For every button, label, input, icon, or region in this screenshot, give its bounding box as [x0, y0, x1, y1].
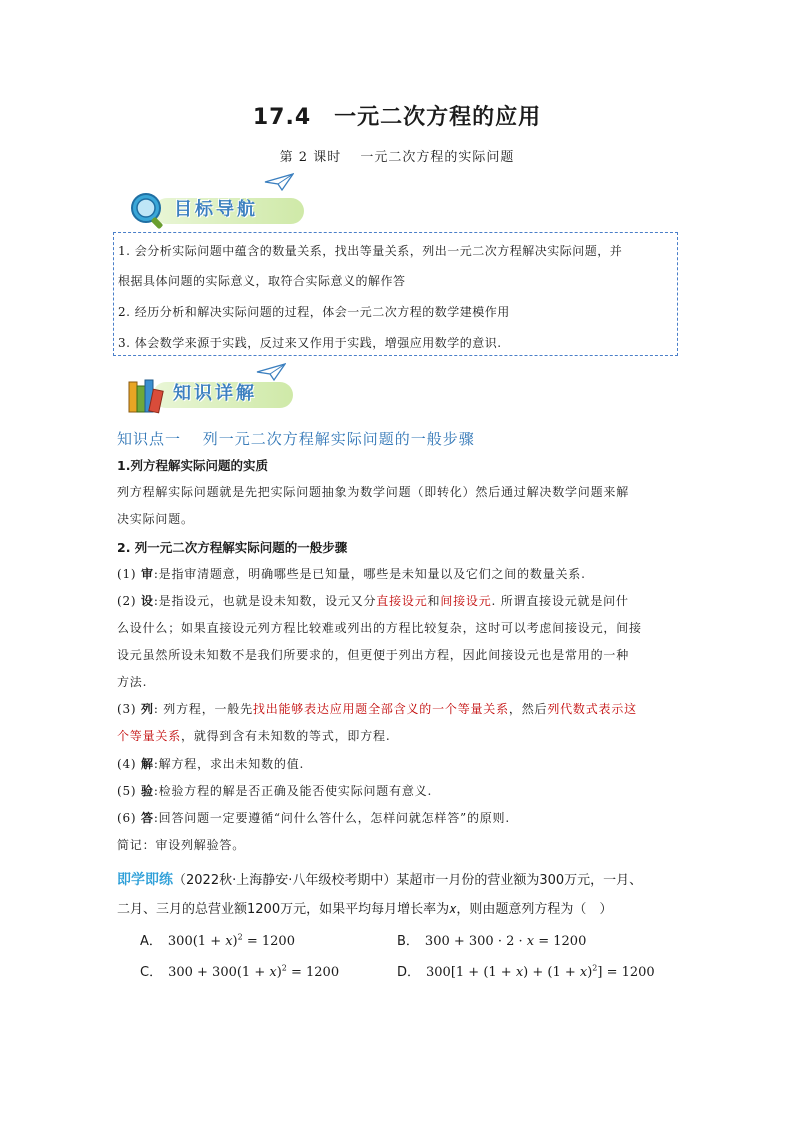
goal-line-3: 2. 经历分析和解决实际问题的过程，体会一元二次方程的数学建模作用 — [118, 305, 510, 319]
paragraph-line: 么设什么；如果直接设元列方程比较难或列出的方程比较复杂，这时可以考虑间接设元，间接 — [117, 621, 642, 635]
goal-line-2: 根据具体问题的实际意义，取符合实际意义的解作答 — [118, 274, 406, 288]
step-1 — [117, 565, 586, 582]
step-4 — [117, 755, 304, 772]
option-d[interactable] — [397, 961, 655, 980]
option-text: 300 + 300 · 2 · 𝑥 = 1200 — [424, 934, 587, 949]
step-text: :是指设元，也就是设未知数，设元又分 — [153, 594, 377, 608]
step-5 — [117, 782, 432, 799]
step-number: (5) — [117, 784, 137, 798]
magnifier-icon — [130, 192, 166, 230]
step-keyword: 审 — [141, 567, 154, 581]
practice-question — [117, 869, 642, 889]
option-text: 300 + 300(1 + 𝑥) — [168, 965, 282, 980]
subheading-2: 2. 列一元二次方程解实际问题的一般步骤 — [117, 540, 348, 555]
subheading-1: 1.列方程解实际问题的实质 — [117, 458, 268, 473]
step-text: ，然后 — [508, 702, 548, 716]
step-keyword: 解 — [141, 757, 154, 771]
goal-line-1: 1. 会分析实际问题中蕴含的数量关系，找出等量关系，列出一元二次方程解决实际问题，并 — [118, 244, 623, 258]
paragraph-line — [117, 727, 390, 744]
practice-tag: 即学即练 — [117, 872, 173, 888]
exponent: 2 — [237, 932, 243, 942]
option-text: 300(1 + 𝑥) — [167, 934, 238, 949]
step-text: : 列方程，一般先 — [153, 702, 253, 716]
step-number: (2) — [117, 594, 137, 608]
option-text: = 1200 — [242, 934, 295, 949]
goals-banner-text: 目标导航 — [174, 199, 258, 220]
option-text: 300[1 + (1 + 𝑥) + (1 + 𝑥) — [426, 965, 593, 980]
step-text: 和 — [427, 594, 441, 608]
step-number: (3) — [117, 702, 137, 716]
knowledge-banner — [125, 376, 325, 416]
goal-line-4: 3. 体会数学来源于实践，反过来又作用于实践，增强应用数学的意识. — [118, 336, 502, 350]
step-keyword: 验 — [141, 784, 154, 798]
option-b[interactable] — [397, 930, 586, 949]
question-text-line-2: 二月、三月的总营业额1200万元，如果平均每月增长率为𝑥，则由题意列方程为（ ） — [117, 902, 613, 917]
paragraph-line: 决实际问题。 — [117, 512, 194, 526]
step-text: :回答问题一定要遵循“问什么答什么，怎样问就怎样答”的原则. — [153, 811, 510, 825]
step-number: (1) — [117, 567, 137, 581]
exponent: 2 — [592, 963, 598, 973]
step-text: :检验方程的解是否正确及能否使实际问题有意义. — [153, 784, 433, 798]
page-subtitle: 第 2 课时 一元二次方程的实际问题 — [279, 150, 515, 165]
knowledge-banner-text: 知识详解 — [173, 383, 257, 404]
step-text: . 所谓直接设元就是问什 — [491, 594, 629, 608]
emphasis-text: 间接设元 — [440, 594, 492, 608]
summary: 简记：审设列解验答。 — [117, 838, 246, 852]
page-title: 17.4 一元二次方程的应用 — [252, 105, 542, 130]
step-2 — [117, 592, 629, 609]
emphasis-text: 直接设元 — [376, 594, 428, 608]
section-heading: 知识点一 列一元二次方程解实际问题的一般步骤 — [117, 430, 475, 448]
question-text: （2022秋·上海静安·八年级校考期中）某超市一月份的营业额为300万元，一月、 — [173, 873, 643, 888]
option-label: C． — [140, 965, 163, 980]
step-number: (6) — [117, 811, 137, 825]
option-text: ] = 1200 — [597, 965, 655, 980]
step-text: ，就得到含有未知数的等式，即方程. — [181, 729, 391, 743]
paragraph-line: 列方程解实际问题就是先把实际问题抽象为数学问题（即转化）然后通过解决数学问题来解 — [117, 485, 630, 499]
step-keyword: 答 — [141, 811, 154, 825]
paragraph-line: 设元虽然所设未知数不是我们所要求的，但更便于列出方程，因此间接设元也是常用的一种 — [117, 648, 630, 662]
step-text: :是指审清题意，明确哪些是已知量，哪些是未知量以及它们之间的数量关系. — [153, 567, 586, 581]
emphasis-text: 找出能够表达应用题全部含义的一个等量关系 — [252, 702, 509, 716]
option-label: B． — [397, 934, 419, 949]
step-text: :解方程，求出未知数的值. — [153, 757, 305, 771]
books-icon — [125, 376, 165, 416]
exponent: 2 — [281, 963, 287, 973]
paper-plane-icon — [264, 172, 294, 192]
step-3 — [117, 700, 637, 717]
option-label: D． — [397, 965, 421, 980]
paper-plane-icon — [256, 362, 286, 382]
step-6 — [117, 809, 510, 826]
step-number: (4) — [117, 757, 137, 771]
emphasis-text: 列代数式表示这 — [547, 702, 637, 716]
paragraph-line: 方法. — [117, 675, 148, 689]
option-c[interactable] — [140, 961, 339, 980]
option-text: = 1200 — [286, 965, 340, 980]
option-label: A． — [140, 934, 162, 949]
step-keyword: 设 — [141, 594, 154, 608]
emphasis-text: 个等量关系 — [117, 729, 182, 743]
option-a[interactable] — [140, 930, 295, 949]
goals-banner — [130, 192, 330, 232]
step-keyword: 列 — [141, 702, 154, 716]
